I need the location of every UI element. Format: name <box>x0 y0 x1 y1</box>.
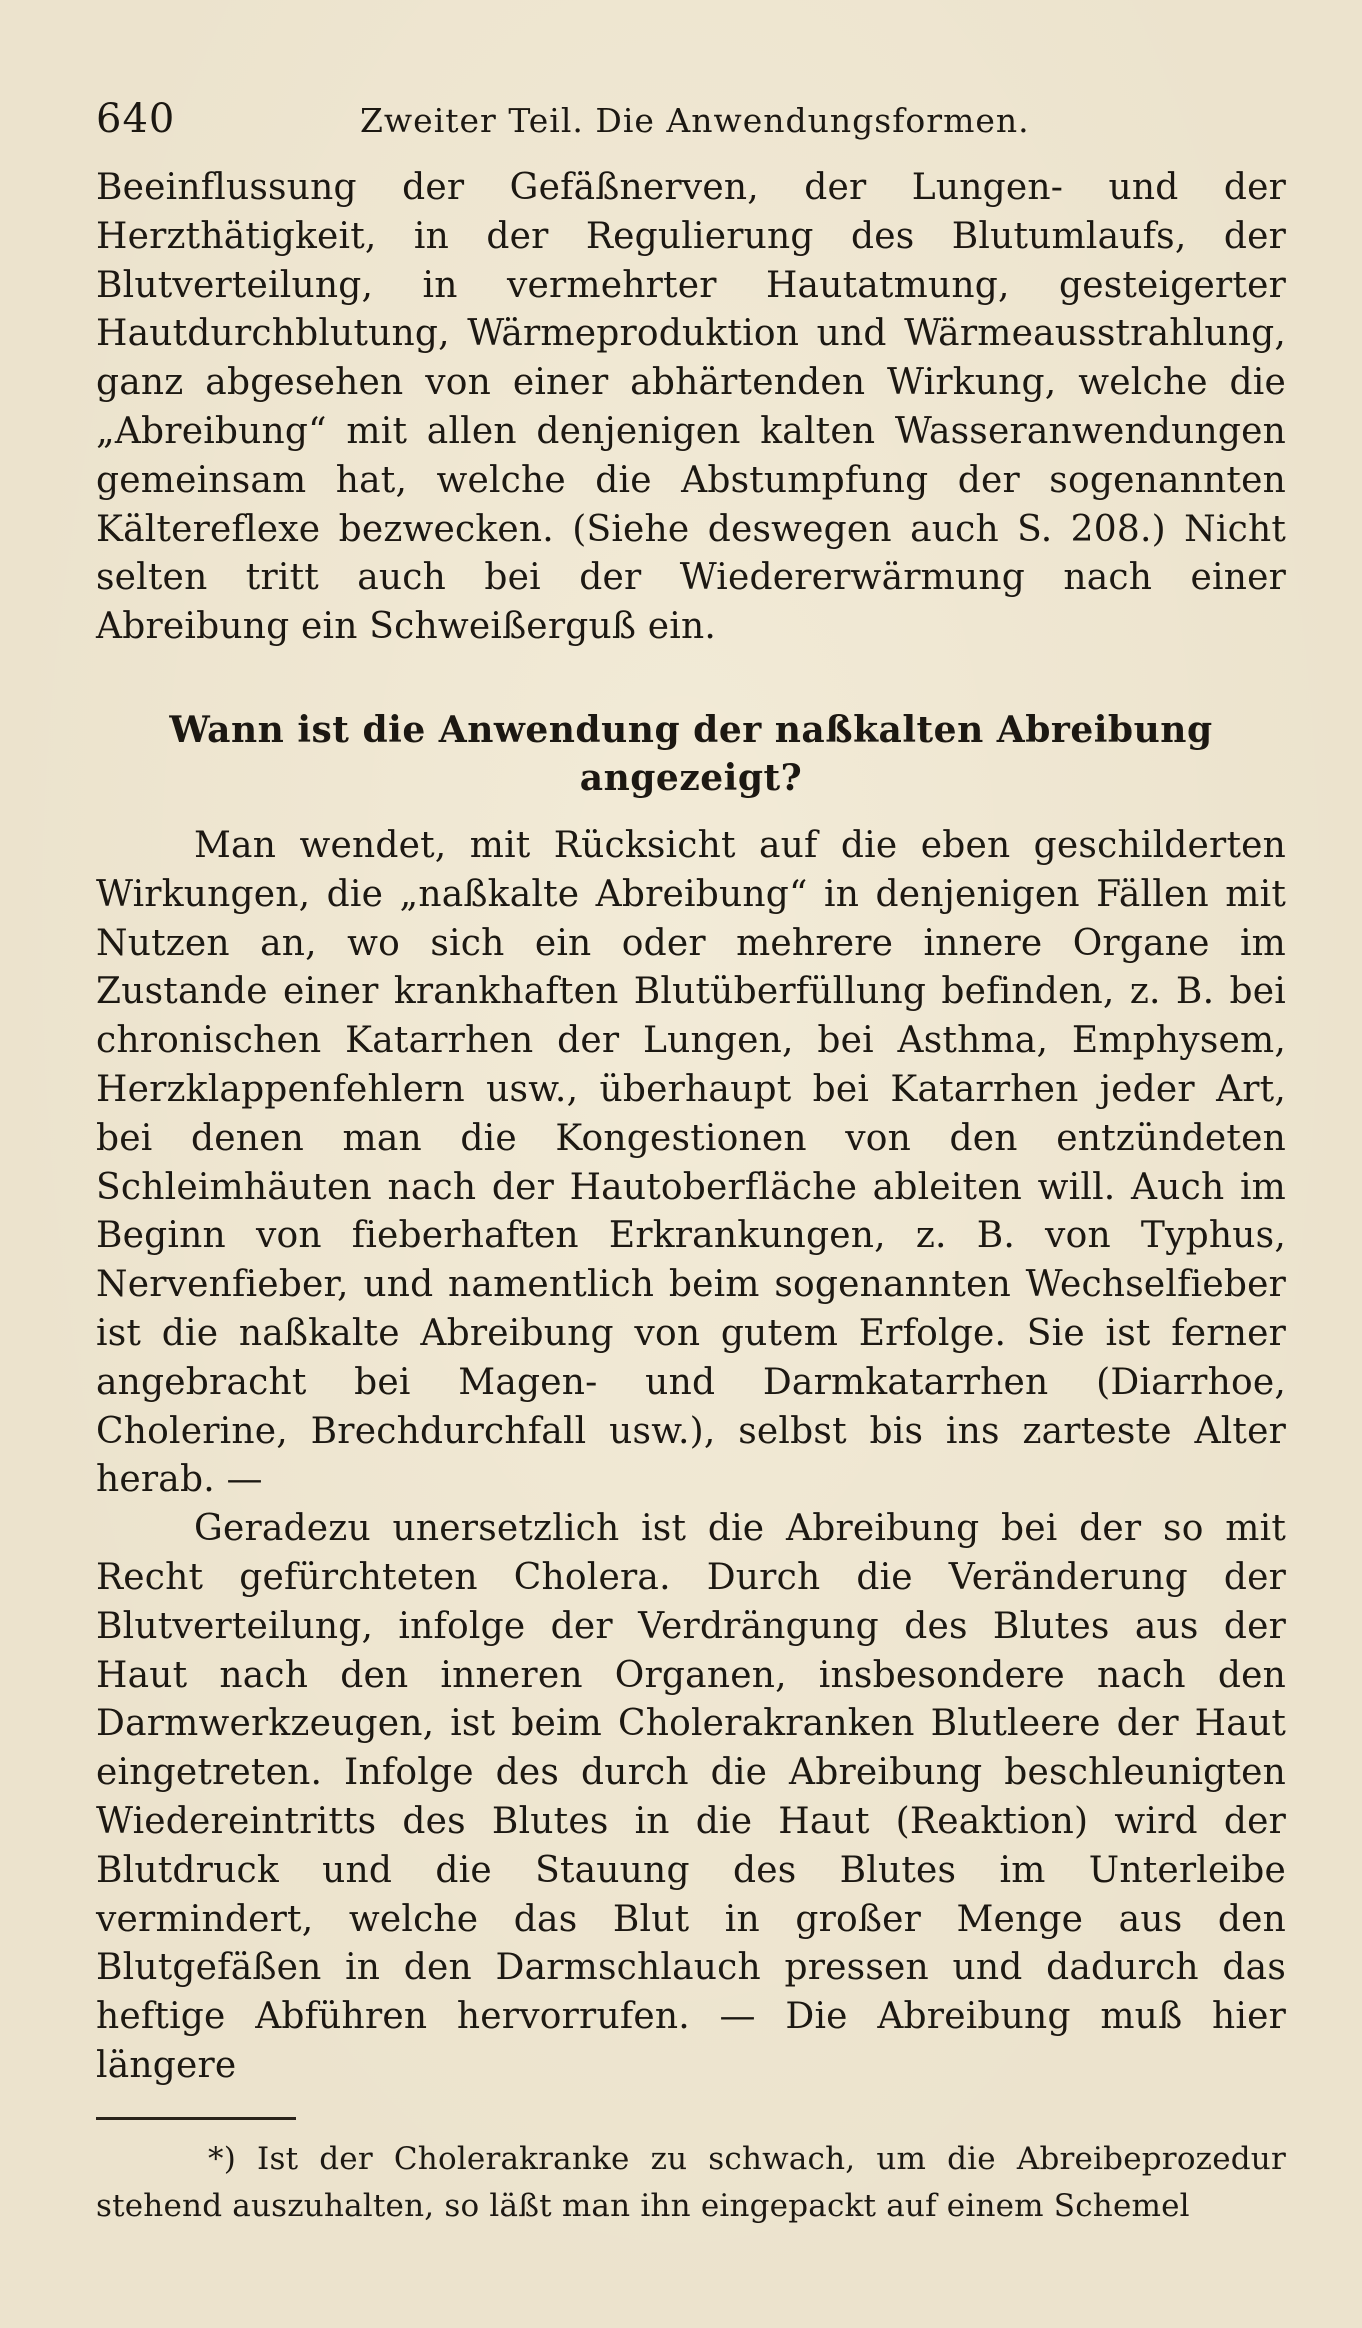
paragraph-cholera: Geradezu unersetzlich ist die Abreibung bei der so mit Recht gefürchteten Cholera. Durch die Veränderung der Blutverteilung, infolge der Verdrängung des Blutes aus der Haut nach den inneren Organen, insbesondere nach den Darmwerkzeugen, ist beim Cholerakranken Blutleere der Haut eingetreten. Infolge des durch die Abreibung beschleunigten Wiedereintritts des Blutes in die Haut (Reaktion) wird der Blutdruck und die Stauung des Blutes im Unterleibe vermindert, welche das Blut in großer Menge aus den Blutgefäßen in den Darmschlauch pressen und dadurch das heftige Abführen hervorrufen. — Die Abreibung muß hier längere <box>96 1508 1286 2086</box>
paragraph-continuation: Beeinflussung der Gefäßnerven, der Lungen- und der Herzthätigkeit, in der Regulierung des Blutumlaufs, der Blutverteilung, in vermehrter Hautatmung, gesteigerter Hautdurchblutung, Wärmeproduktion und Wärmeausstrahlung, ganz abgesehen von einer abhärtenden Wirkung, welche die „Abreibung“ mit allen denjenigen kalten Wasseranwendungen gemeinsam hat, welche die Abstumpfung der sogenannten Kältereflexe bezwecken. (Siehe deswegen auch S. 208.) Nicht selten tritt auch bei der Wiedererwärmung nach einer Abreibung ein Schweißerguß ein. <box>96 167 1286 648</box>
paragraph-indications: Man wendet, mit Rücksicht auf die eben geschilderten Wirkungen, die „naßkalte Abreibung“ in denjenigen Fällen mit Nutzen an, wo sich ein oder mehrere innere Organe im Zustande einer krankhaften Blutüberfüllung befinden, z. B. bei chronischen Katarrhen der Lungen, bei Asthma, Emphysem, Herzklappenfehlern usw., überhaupt bei Katarrhen jeder Art, bei denen man die Kongestionen von den entzündeten Schleimhäuten nach der Hautoberfläche ableiten will. Auch im Beginn von fieberhaften Erkrankungen, z. B. von Typhus, Nervenfieber, und namentlich beim sogenannten Wechselfieber ist die naßkalte Abreibung von gutem Erfolge. Sie ist ferner angebracht bei Magen- und Darmkatarrhen (Diarrhoe, Cholerine, Brechdurchfall usw.), selbst bis ins zarteste Alter herab. — <box>96 824 1286 1501</box>
footnote: *) Ist der Cholerakranke zu schwach, um die Abreibeprozedur stehend auszuhalten, so läßt man ihn eingepackt auf einem Schemel <box>96 2140 1286 2224</box>
running-head <box>96 96 1286 158</box>
page-number: 640 <box>96 96 176 142</box>
footnote-divider <box>96 2117 296 2120</box>
section-heading: Wann ist die Anwendung der naßkalten Abreibung angezeigt? <box>169 708 1213 799</box>
running-title: Zweiter Teil. Die Anwendungsformen. <box>360 101 1030 140</box>
